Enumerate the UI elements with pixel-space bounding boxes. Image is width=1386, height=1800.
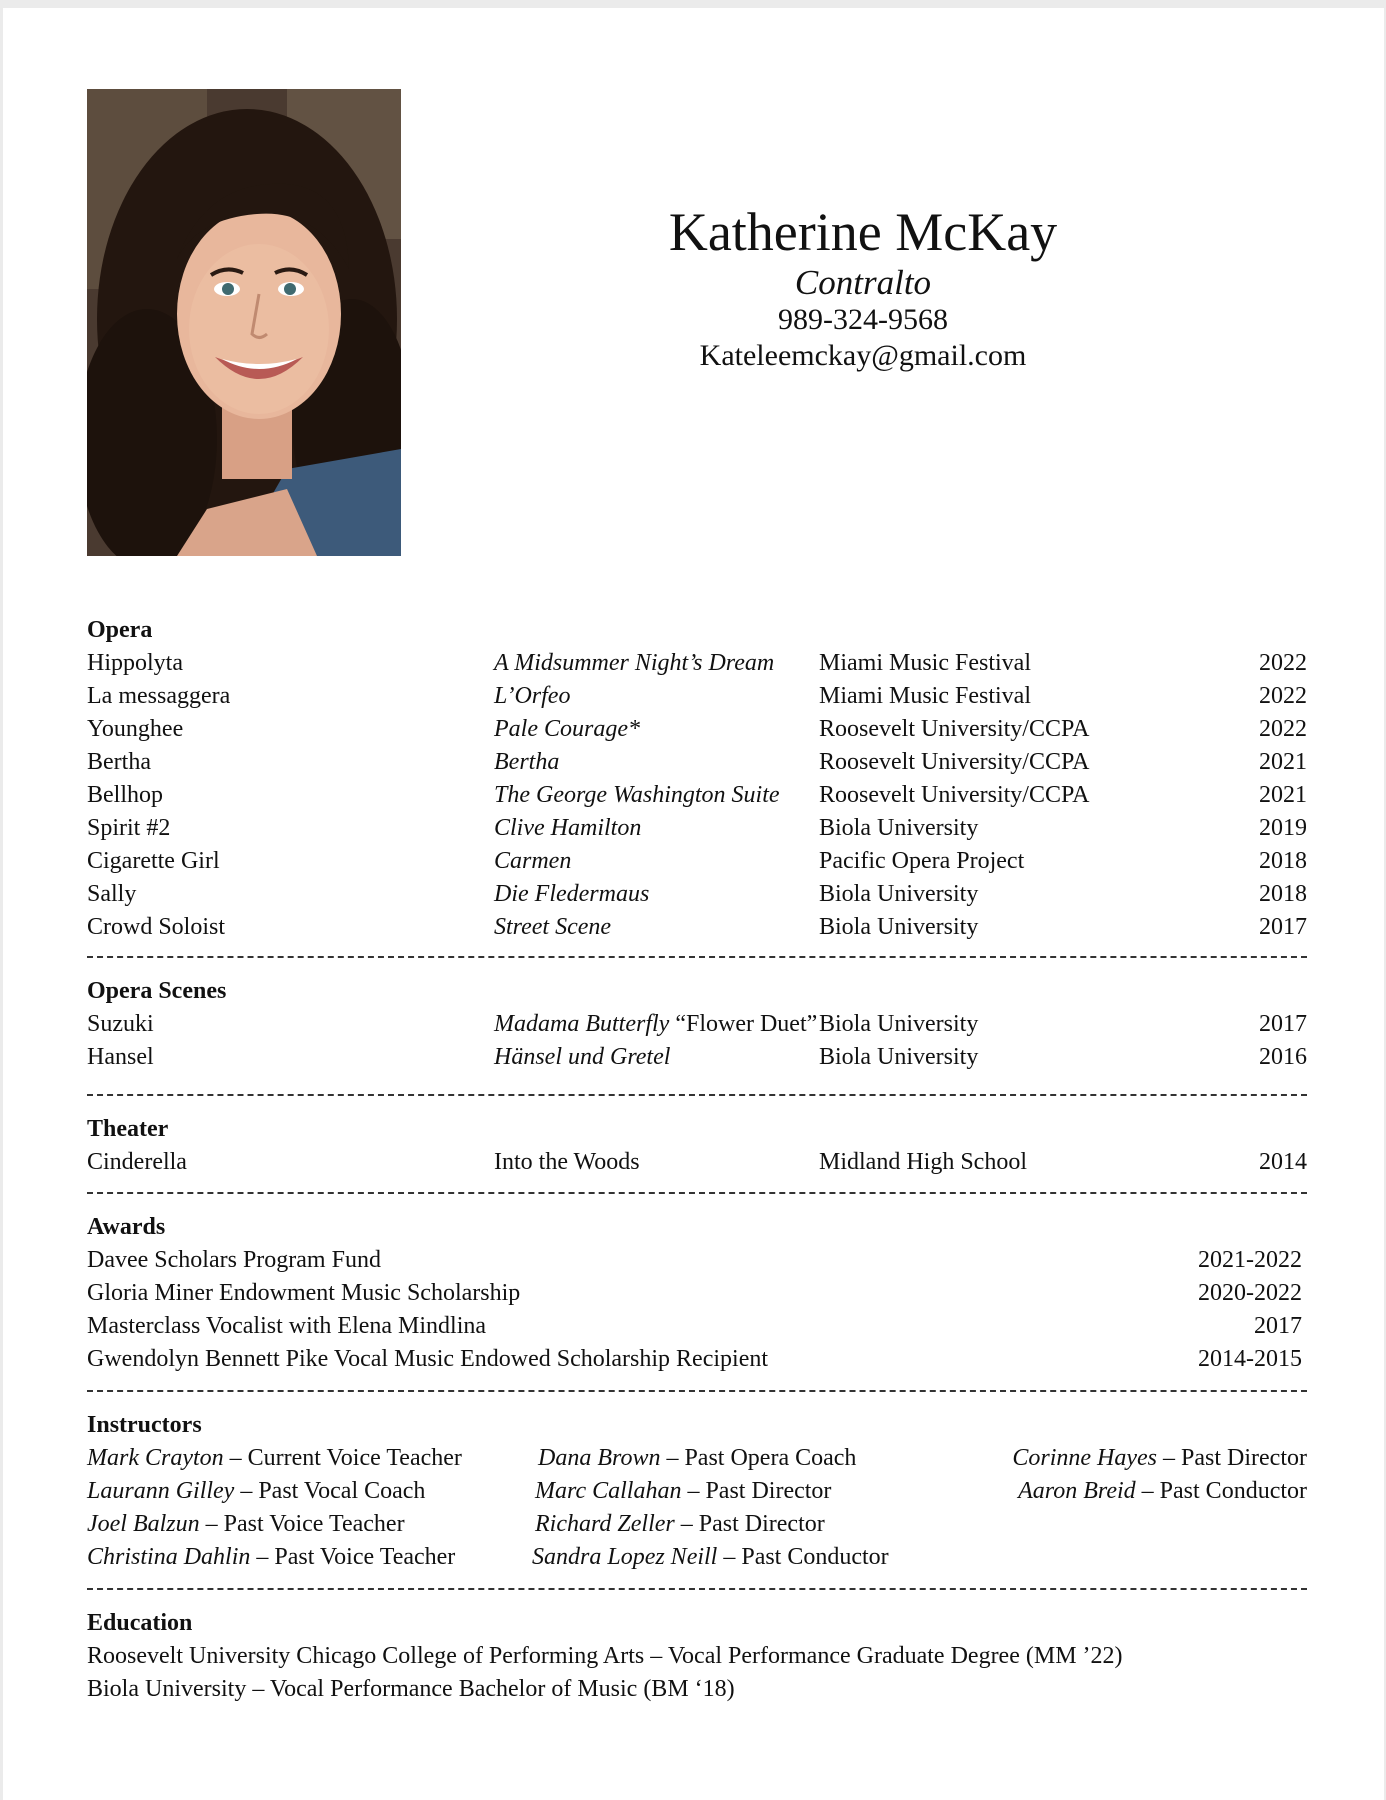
year-cell: 2022 <box>1259 650 1307 676</box>
company-cell: Biola University <box>819 815 979 841</box>
table-row <box>87 1041 1307 1074</box>
work-cell: Clive Hamilton <box>494 815 642 841</box>
company-cell: Roosevelt University/CCPA <box>819 782 1090 808</box>
work-cell: Pale Courage* <box>494 716 640 742</box>
role-cell: Spirit #2 <box>87 815 171 841</box>
instructor-name: Mark Crayton <box>87 1445 224 1471</box>
list-item <box>87 1244 1307 1277</box>
instructor-name: Richard Zeller <box>535 1511 675 1537</box>
company-cell: Roosevelt University/CCPA <box>819 749 1090 775</box>
instructor-row <box>87 1442 1307 1475</box>
work-cell: L’Orfeo <box>494 683 571 709</box>
instructor-row <box>87 1508 1307 1541</box>
instructor-entry <box>538 1442 856 1475</box>
year-cell: 2018 <box>1259 881 1307 907</box>
instructor-entry <box>87 1508 405 1541</box>
role-cell: Sally <box>87 881 137 907</box>
table-row <box>87 713 1307 746</box>
work-excerpt: “Flower Duet” <box>675 1011 818 1037</box>
education-section <box>87 1607 1307 1706</box>
instructor-entry <box>535 1475 831 1508</box>
list-item: Roosevelt University Chicago College of Performing Arts – Vocal Performance Graduate Degree (MM ’22) <box>87 1643 1123 1669</box>
award-name: Masterclass Vocalist with Elena Mindlina <box>87 1313 487 1339</box>
headshot-photo <box>87 89 401 556</box>
year-cell: 2014 <box>1259 1149 1307 1175</box>
year-cell: 2022 <box>1259 683 1307 709</box>
instructor-role: – Past Voice Teacher <box>250 1544 456 1570</box>
role-cell: Hippolyta <box>87 650 183 676</box>
section-divider <box>87 1390 1307 1392</box>
company-cell: Biola University <box>819 914 979 940</box>
instructor-entry <box>535 1508 825 1541</box>
instructor-row <box>87 1541 1307 1574</box>
role-cell: Cinderella <box>87 1149 187 1175</box>
instructor-name: Laurann Gilley <box>87 1478 235 1504</box>
role-cell: La messaggera <box>87 683 231 709</box>
award-years: 2017 <box>1254 1313 1302 1339</box>
theater-section <box>87 1113 1307 1179</box>
company-cell: Midland High School <box>819 1149 1027 1175</box>
instructor-row <box>87 1475 1307 1508</box>
list-item <box>87 1310 1307 1343</box>
section-title: Instructors <box>87 1412 202 1438</box>
work-title: Madama Butterfly <box>494 1011 670 1037</box>
table-row <box>87 1146 1307 1179</box>
list-item <box>87 1277 1307 1310</box>
instructor-name: Dana Brown <box>538 1445 661 1471</box>
list-item: Biola University – Vocal Performance Bachelor of Music (BM ‘18) <box>87 1676 735 1702</box>
role-cell: Hansel <box>87 1044 154 1070</box>
company-cell: Miami Music Festival <box>819 650 1031 676</box>
section-title: Theater <box>87 1116 169 1142</box>
role-cell: Suzuki <box>87 1011 154 1037</box>
section-title: Opera Scenes <box>87 978 227 1004</box>
opera-section <box>87 614 1307 944</box>
section-divider <box>87 1588 1307 1590</box>
company-cell: Biola University <box>819 1011 979 1037</box>
year-cell: 2017 <box>1259 1011 1307 1037</box>
year-cell: 2022 <box>1259 716 1307 742</box>
instructor-name: Sandra Lopez Neill <box>532 1544 718 1570</box>
instructor-name: Marc Callahan <box>535 1478 682 1504</box>
instructor-entry <box>87 1475 425 1508</box>
candidate-name: Katherine McKay <box>668 202 1058 262</box>
award-name: Gloria Miner Endowment Music Scholarship <box>87 1280 521 1306</box>
section-divider <box>87 1192 1307 1194</box>
section-divider <box>87 1094 1307 1096</box>
company-cell: Biola University <box>819 1044 979 1070</box>
work-cell: The George Washington Suite <box>494 782 780 808</box>
company-cell: Roosevelt University/CCPA <box>819 716 1090 742</box>
instructor-role: – Past Opera Coach <box>660 1445 857 1471</box>
award-years: 2020-2022 <box>1198 1280 1302 1306</box>
section-title: Awards <box>87 1214 166 1240</box>
year-cell: 2017 <box>1259 914 1307 940</box>
email-address: Kateleemckay@gmail.com <box>699 339 1027 372</box>
year-cell: 2021 <box>1259 782 1307 808</box>
instructor-role: – Past Conductor <box>1135 1478 1307 1504</box>
list-item <box>87 1343 1307 1376</box>
instructor-role: – Past Director <box>674 1511 825 1537</box>
table-row <box>87 845 1307 878</box>
instructor-role: – Current Voice Teacher <box>223 1445 462 1471</box>
work-cell: Bertha <box>494 749 560 775</box>
table-row <box>87 812 1307 845</box>
contact-header <box>563 200 1163 374</box>
instructor-name: Joel Balzun <box>87 1511 200 1537</box>
opera-scenes-section <box>87 975 1307 1074</box>
instructor-role: – Past Conductor <box>717 1544 889 1570</box>
work-cell <box>494 1008 817 1041</box>
instructor-entry <box>532 1541 889 1574</box>
instructor-role: – Past Vocal Coach <box>234 1478 426 1504</box>
company-cell: Pacific Opera Project <box>819 848 1025 874</box>
section-title: Opera <box>87 617 153 643</box>
table-row <box>87 911 1307 944</box>
awards-section <box>87 1211 1307 1376</box>
instructor-name: Aaron Breid <box>1018 1478 1136 1504</box>
instructor-entry <box>87 1442 462 1475</box>
role-cell: Cigarette Girl <box>87 848 220 874</box>
work-cell: Street Scene <box>494 914 612 940</box>
table-row <box>87 647 1307 680</box>
instructors-section <box>87 1409 1307 1574</box>
table-row <box>87 680 1307 713</box>
company-cell: Biola University <box>819 881 979 907</box>
role-cell: Crowd Soloist <box>87 914 226 940</box>
voice-type: Contralto <box>794 263 932 302</box>
instructor-role: – Past Voice Teacher <box>199 1511 405 1537</box>
year-cell: 2016 <box>1259 1044 1307 1070</box>
work-cell: A Midsummer Night’s Dream <box>494 650 775 676</box>
award-name: Davee Scholars Program Fund <box>87 1247 381 1273</box>
phone-number: 989-324-9568 <box>778 303 948 336</box>
role-cell: Bellhop <box>87 782 163 808</box>
work-cell: Carmen <box>494 848 572 874</box>
year-cell: 2019 <box>1259 815 1307 841</box>
instructor-entry <box>1012 1442 1307 1475</box>
instructor-name: Corinne Hayes <box>1012 1445 1158 1471</box>
table-row <box>87 746 1307 779</box>
award-years: 2014-2015 <box>1198 1346 1302 1372</box>
year-cell: 2021 <box>1259 749 1307 775</box>
table-row <box>87 1008 1307 1041</box>
portrait-illustration <box>87 89 401 556</box>
instructor-role: – Past Director <box>1157 1445 1307 1471</box>
company-cell: Miami Music Festival <box>819 683 1031 709</box>
table-row <box>87 779 1307 812</box>
instructor-entry <box>87 1541 455 1574</box>
section-divider <box>87 956 1307 958</box>
work-cell: Into the Woods <box>494 1149 640 1175</box>
instructor-role: – Past Director <box>681 1478 832 1504</box>
award-years: 2021-2022 <box>1198 1247 1302 1273</box>
instructor-entry <box>1018 1475 1307 1508</box>
work-cell: Hänsel und Gretel <box>494 1044 671 1070</box>
year-cell: 2018 <box>1259 848 1307 874</box>
section-title: Education <box>87 1610 193 1636</box>
role-cell: Younghee <box>87 716 184 742</box>
role-cell: Bertha <box>87 749 151 775</box>
table-row <box>87 878 1307 911</box>
resume-page <box>3 8 1384 1800</box>
work-cell: Die Fledermaus <box>494 881 650 907</box>
instructor-name: Christina Dahlin <box>87 1544 251 1570</box>
award-name: Gwendolyn Bennett Pike Vocal Music Endowed Scholarship Recipient <box>87 1346 769 1372</box>
